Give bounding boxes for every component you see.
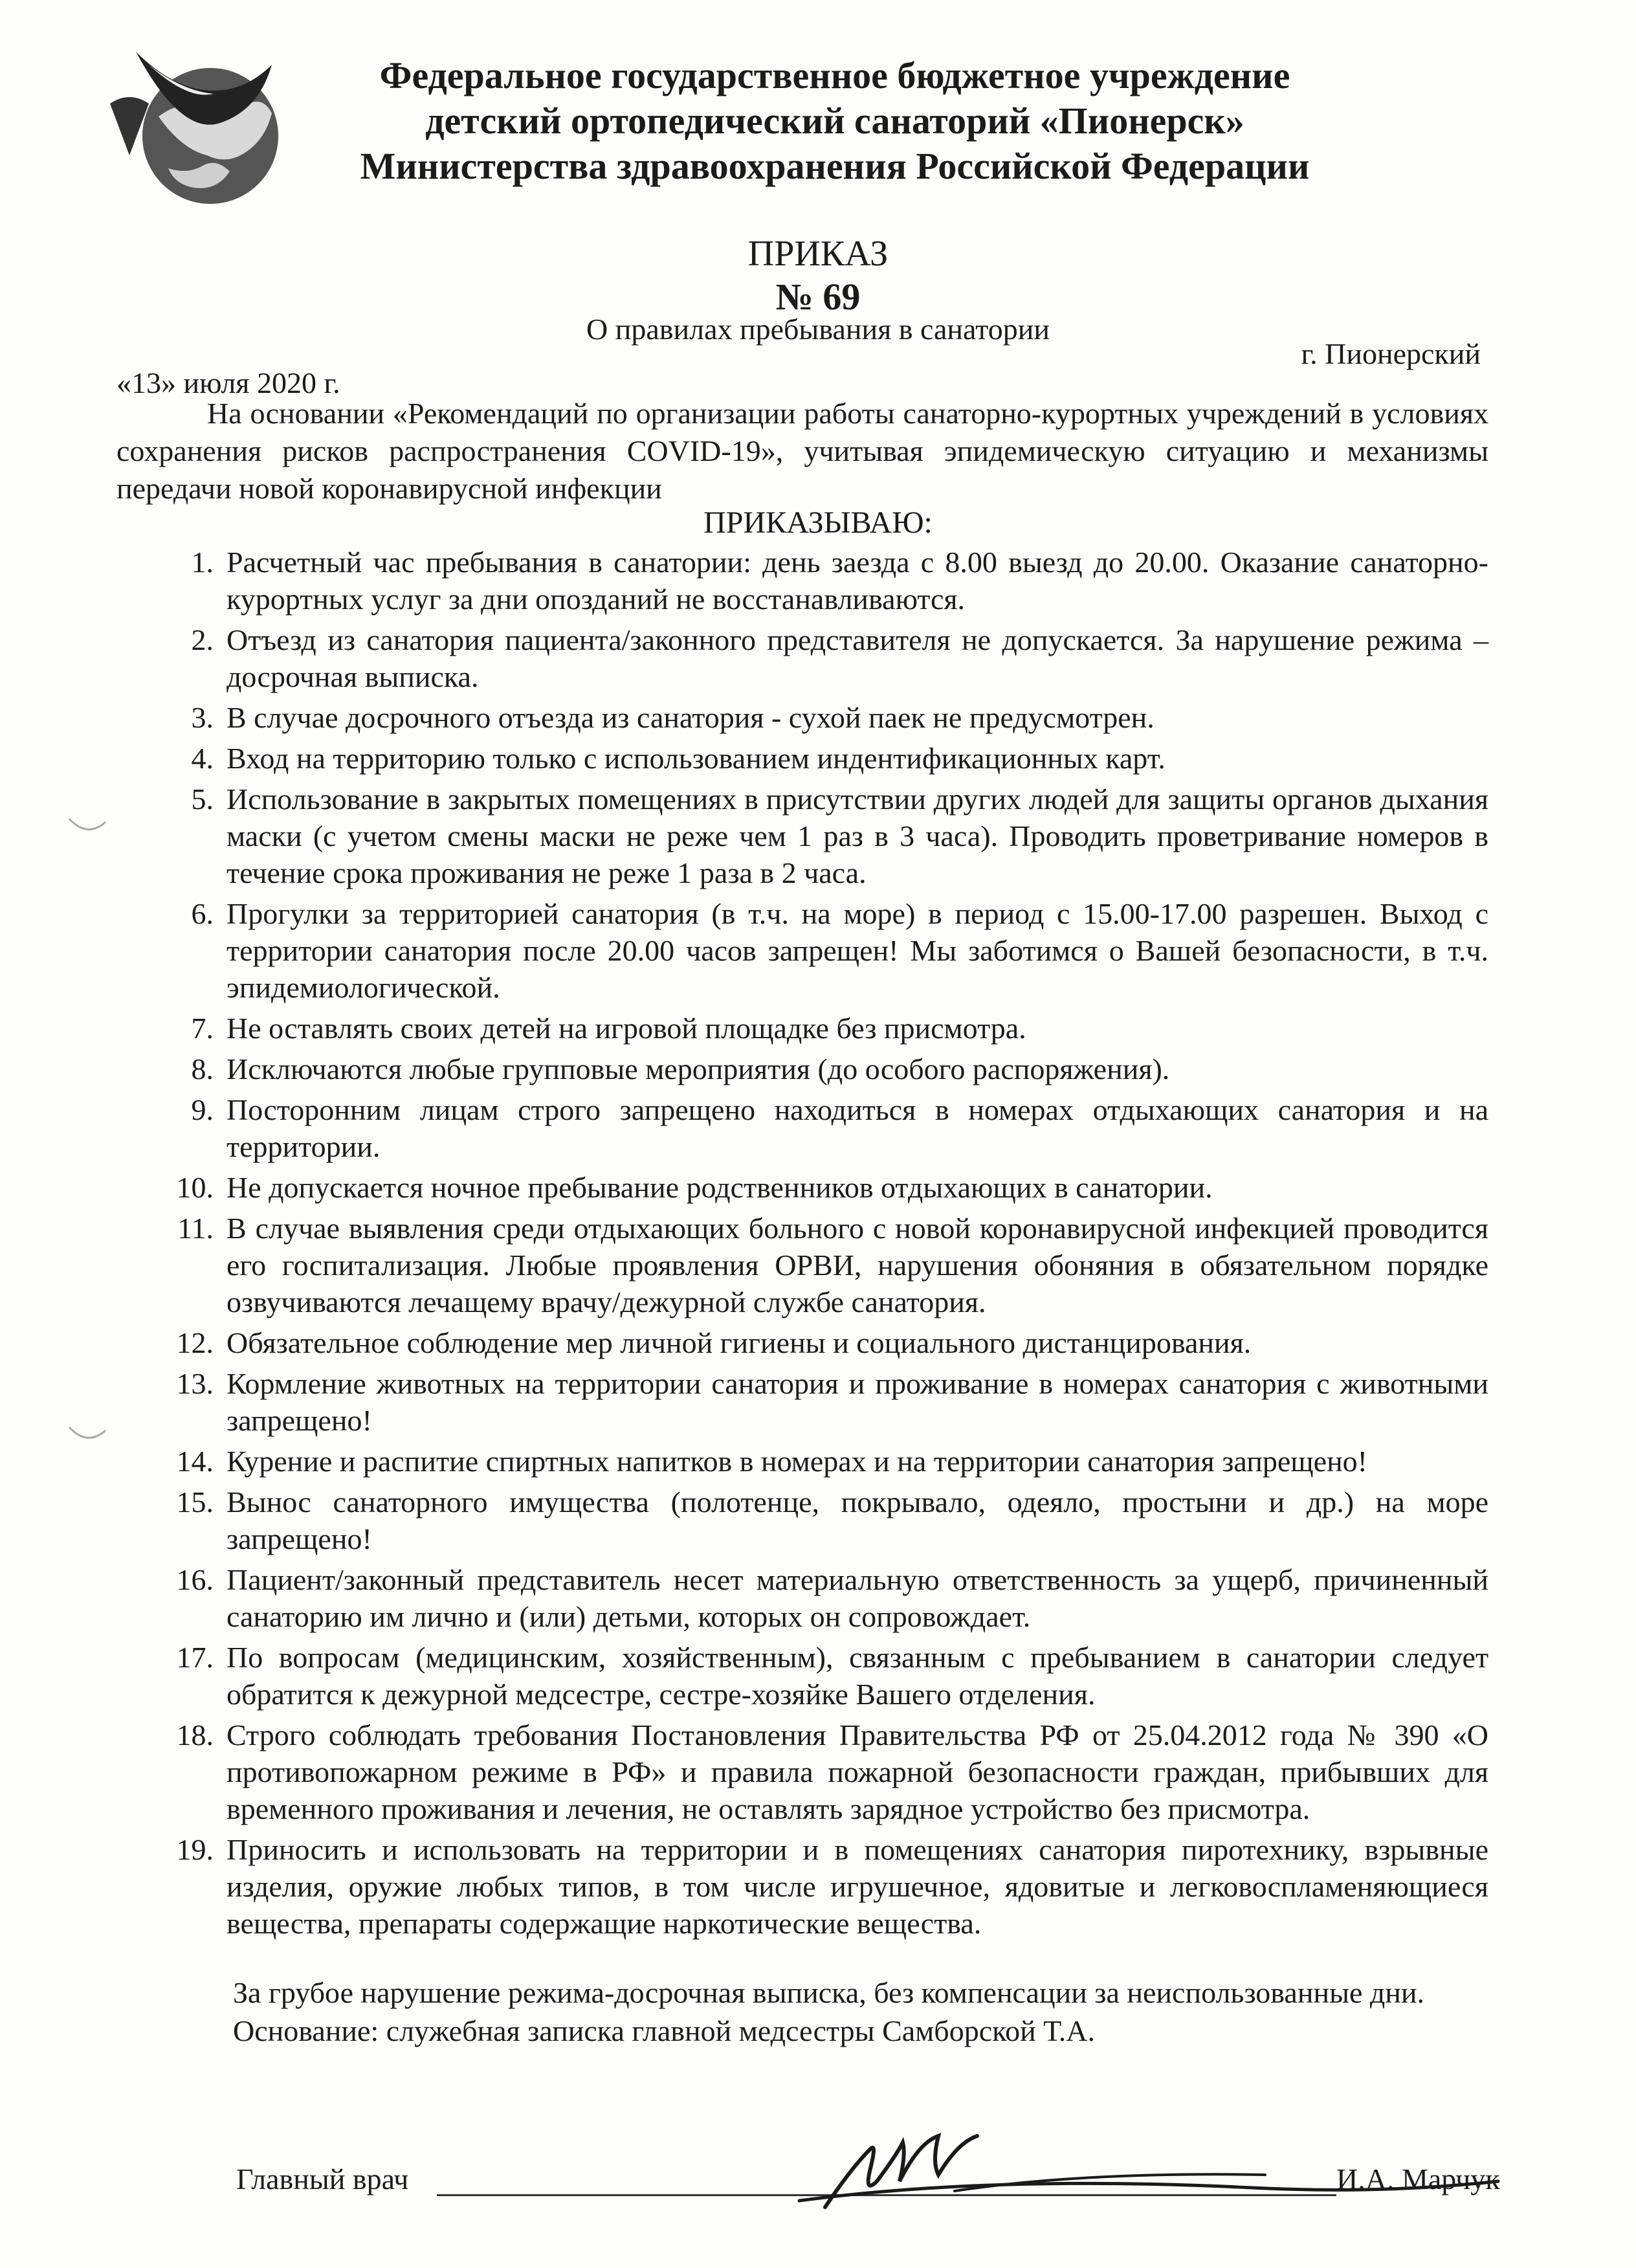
sanatorium-logo-icon bbox=[97, 26, 311, 214]
order-item-number: 18. bbox=[176, 1718, 214, 1751]
order-items-list bbox=[149, 544, 1488, 1946]
order-item bbox=[149, 781, 1488, 891]
order-item-number: 11. bbox=[177, 1212, 214, 1245]
order-item-text: Строго соблюдать требования Постановления Правительства РФ от 25.04.2012 года № 390 «О противопожарном режиме в РФ» и правила пожарной безопасности граждан, прибывших для временного проживания и лечения, не оставлять зарядное устройство без присмотра. bbox=[227, 1718, 1488, 1825]
order-item-text: По вопросам (медицинским, хозяйственным), связанным с пребыванием в санатории следует обратится к дежурной медсестре, сестре-хозяйке Вашего отделения. bbox=[227, 1641, 1488, 1711]
punch-hole-mark-icon bbox=[68, 816, 107, 835]
order-item-text: Приносить и использовать на территории и в помещениях санатория пиротехнику, взрывные изделия, оружие любых типов, в том числе игрушечное, ядовитые и легковоспламеняющиеся вещества, препараты содержащие наркотические вещества. bbox=[227, 1833, 1488, 1940]
order-item bbox=[149, 1169, 1488, 1206]
order-item-number: 3. bbox=[191, 701, 214, 734]
header-line-3: Министерства здравоохранения Российской Федерации bbox=[360, 145, 1310, 187]
order-item-number: 10. bbox=[176, 1171, 214, 1204]
basis-text: Основание: служебная записка главной медсестры Самборской Т.А. bbox=[233, 2014, 1095, 2047]
order-item-text: Посторонним лицам строго запрещено находиться в номерах отдыхающих санатория и на территории. bbox=[227, 1093, 1488, 1163]
order-item bbox=[149, 740, 1488, 777]
order-item-number: 16. bbox=[176, 1563, 214, 1596]
order-item-number: 13. bbox=[176, 1367, 214, 1400]
order-item-number: 7. bbox=[191, 1012, 214, 1045]
order-item bbox=[149, 699, 1488, 736]
order-item bbox=[149, 1484, 1488, 1557]
order-word: ПРИКАЗЫВАЮ: bbox=[703, 506, 933, 540]
order-item-number: 2. bbox=[191, 623, 214, 656]
order-item-text: Расчетный час пребывания в санатории: день заезда с 8.00 выезд до 20.00. Оказание санаторно-курортных услуг за дни опозданий не восстанавливаются. bbox=[227, 546, 1488, 616]
doc-subject: О правилах пребывания в санатории bbox=[586, 313, 1050, 346]
order-item bbox=[149, 895, 1488, 1006]
punch-hole-mark-icon bbox=[68, 1424, 107, 1443]
order-item-number: 15. bbox=[176, 1485, 214, 1518]
preamble: На основании «Рекомендаций по организации работы санаторно-курортных учреждений в условиях сохранения рисков распространения COVID-19», учитывая эпидемическую ситуацию и механизмы передачи новой коронавирусной инфекции bbox=[116, 397, 1488, 505]
penalty-text: За грубое нарушение режима-досрочная выписка, без компенсации за неиспользованные дни. bbox=[233, 1976, 1425, 2009]
order-item-text: В случае досрочного отъезда из санатория - сухой паек не предусмотрен. bbox=[227, 701, 1155, 734]
order-item-text: Обязательное соблюдение мер личной гигиены и социального дистанцирования. bbox=[227, 1326, 1252, 1359]
order-item bbox=[149, 1091, 1488, 1165]
order-item-number: 6. bbox=[191, 897, 214, 930]
order-tail bbox=[233, 1974, 1488, 2051]
order-item-text: Не оставлять своих детей на игровой площадке без присмотра. bbox=[227, 1012, 1026, 1045]
doc-date: «13» июля 2020 г. bbox=[116, 366, 340, 399]
order-item bbox=[149, 1561, 1488, 1635]
order-item bbox=[149, 1324, 1488, 1361]
order-item-number: 1. bbox=[191, 546, 214, 579]
institution-header bbox=[311, 53, 1359, 189]
order-item-number: 12. bbox=[176, 1326, 214, 1359]
order-item bbox=[149, 544, 1488, 617]
order-item-number: 9. bbox=[191, 1093, 214, 1126]
order-item-number: 14. bbox=[176, 1445, 214, 1478]
order-item bbox=[149, 1639, 1488, 1713]
order-item-text: Отъезд из санатория пациента/законного представителя не допускается. За нарушение режима – досрочная выписка. bbox=[227, 623, 1488, 693]
signature-position: Главный врач bbox=[236, 2162, 409, 2196]
order-item-text: В случае выявления среди отдыхающих больного с новой коронавирусной инфекцией проводится его госпитализация. Любые проявления ОРВИ, нарушения обоняния в обязательном порядке озвучиваются лечащему врачу/дежурной службе санатория. bbox=[227, 1212, 1488, 1318]
order-item bbox=[149, 1010, 1488, 1047]
header-line-2: детский ортопедический санаторий «Пионерск» bbox=[425, 100, 1244, 142]
doc-type: ПРИКАЗ bbox=[747, 234, 889, 274]
order-item-number: 5. bbox=[191, 783, 214, 816]
order-item-text: Не допускается ночное пребывание родственников отдыхающих в санатории. bbox=[227, 1171, 1213, 1204]
order-item-text: Использование в закрытых помещениях в присутствии других людей для защиты органов дыхания маски (с учетом смены маски не реже чем 1 раз в 3 часа). Проводить проветривание номеров в течение срока проживания не реже 1 раза в 2 часа. bbox=[227, 783, 1488, 889]
order-item bbox=[149, 621, 1488, 695]
order-item-number: 4. bbox=[191, 742, 214, 775]
order-item-text: Прогулки за территорией санатория (в т.ч. на море) в период с 15.00-17.00 разрешен. Выход с территории санатория после 20.00 часов запрещен! Мы заботимся о Вашей безопасности, в т.ч. эпидемиологической. bbox=[227, 897, 1488, 1004]
order-item bbox=[149, 1210, 1488, 1320]
order-item-text: Пациент/законный представитель несет материальную ответственность за ущерб, причиненный санаторию им лично и (или) детьми, которых он сопровождает. bbox=[227, 1563, 1488, 1633]
doc-number: № 69 bbox=[775, 276, 861, 318]
order-item-text: Курение и распитие спиртных напитков в номерах и на территории санатория запрещено! bbox=[227, 1445, 1368, 1478]
order-item-text: Вход на территорию только с использованием индентификационных карт. bbox=[227, 742, 1166, 775]
order-item-number: 17. bbox=[176, 1641, 214, 1674]
order-item-text: Вынос санаторного имущества (полотенце, покрывало, одеяло, простыни и др.) на море запрещено! bbox=[227, 1485, 1488, 1555]
order-item bbox=[149, 1443, 1488, 1480]
doc-city: г. Пионерский bbox=[1301, 337, 1481, 370]
order-item-text: Кормление животных на территории санатория и проживание в номерах санатория с животными запрещено! bbox=[227, 1367, 1488, 1437]
order-item bbox=[149, 1831, 1488, 1942]
header-line-1: Федеральное государственное бюджетное учреждение bbox=[379, 54, 1290, 96]
order-item-text: Исключаются любые групповые мероприятия (до особого распоряжения). bbox=[227, 1052, 1170, 1085]
order-item bbox=[149, 1051, 1488, 1087]
order-item-number: 8. bbox=[191, 1052, 214, 1085]
signature-row bbox=[236, 2129, 1505, 2207]
order-item bbox=[149, 1717, 1488, 1827]
order-item-number: 19. bbox=[176, 1833, 214, 1866]
order-item bbox=[149, 1365, 1488, 1439]
signature-name: И.А. Марчук bbox=[1336, 2162, 1500, 2196]
